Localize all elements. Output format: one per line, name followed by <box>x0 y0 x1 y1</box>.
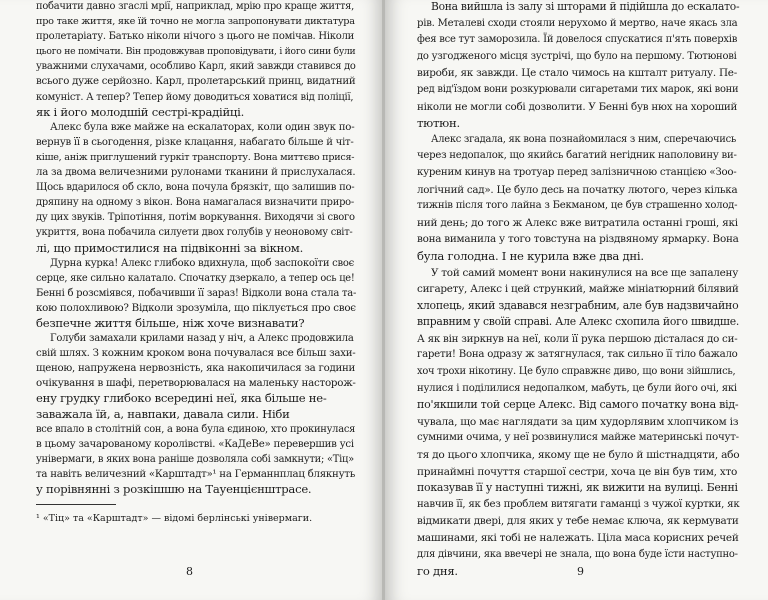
text-line: ний день; до того ж Алекс вже витратила останні гроші, які <box>417 216 738 229</box>
page-number-right: 9 <box>577 565 584 578</box>
text-line: та навіть величезний «Карштадт»¹ на Германнплац блякнуть <box>36 468 356 480</box>
text-line: чувала, що має наглядати за цим худорлявим хлопчиком із <box>417 415 739 428</box>
text-line: сигарету, Алекс і цей стрункий, майже мініатюрний білявий <box>417 283 739 296</box>
text-line: го дня. <box>417 564 458 579</box>
text-line: через недопалок, що якийсь багатий негідник наполовину ви- <box>417 150 737 162</box>
text-line: Щось вдарилося об скло, вона почула брязкіт, що залишив по- <box>36 182 355 194</box>
text-line: тютюн. <box>417 116 460 131</box>
text-line: Дурна курка! Алекс глибоко вдихнула, щоб заспокоїти своє <box>50 257 355 269</box>
text-line: уважними слухачами, особливо Карл, який завжди ставився до <box>36 61 356 73</box>
text-line: ену грудку глибоко всередині неї, яка більше не- <box>36 391 327 406</box>
left-page <box>0 0 383 600</box>
text-line: рів. Металеві сходи стояли нерухомо й мертво, наче якась зла <box>417 17 738 29</box>
text-line: тижнів після того лайна з Бекманом, це був страшенно холод- <box>417 200 738 212</box>
text-line: ред від'їздом вони розкурювали сигаретами тих марок, які вони <box>417 83 739 95</box>
text-line: заважала їй, а, навпаки, давала сили. Ніби <box>36 406 290 421</box>
text-line: вироби, як завжди. Це стало чимось на кшталт ритуалу. Пе- <box>417 67 737 80</box>
text-line: вправним у своїй справі. Але Алекс схопила його швидше. <box>417 315 740 329</box>
text-line: універмаги, в яких вона раніше дозволяла собі замкнути; «Тіц» <box>36 453 354 465</box>
text-line: по'якшили той серце Алекс. Від самого початку вона від- <box>417 398 739 412</box>
text-line: в цьому зачарованому королівстві. «КаДеВе» перевершив усі <box>36 438 354 450</box>
text-line: пролетаріату. Батько ніколи нічого з цього не помічав. Ніколи <box>36 31 355 43</box>
text-line: щеною, напружена нервозність, яка накопичилася за години <box>36 363 356 375</box>
text-line: ду цих звуків. Тріпотіння, потім воркування. Виходячи зі свого <box>36 212 355 224</box>
text-line: принаймні почуття старшої сестри, хоча це він був тим, хто <box>417 465 738 478</box>
text-line: тя до цього хлопчика, якому ще не було й шістнадцяти, або <box>417 449 740 462</box>
text-line: куреним кинув на тротуар перед залізничною станцією «Зоо- <box>417 166 737 178</box>
text-line: безпечне життя більше, ніж хоче визнавати? <box>36 315 305 330</box>
text-line: про таке життя, яке їй точно не могла запропонувати диктатура <box>36 16 355 28</box>
right-page-text <box>417 0 739 580</box>
text-line: ніколи не могли собі дозволити. У Бенні був нюх на хороший <box>417 100 738 113</box>
text-line: Голуби замахали крилами назад у ніч, а Алекс продовжила <box>50 333 354 345</box>
text-line: все впало в столітній сон, а вона була єдиною, хто прокинулася <box>36 423 356 435</box>
text-line: свій шлях. З кожним кроком вона почувалася все більш захи- <box>36 348 356 360</box>
text-line: логічний сад». Це було десь на початку лютого, через кілька <box>417 183 738 196</box>
text-line: гарети! Вона одразу ж затягнулася, так сильно її тіло бажало <box>417 349 738 361</box>
text-line: хлопець, який здавався незграбним, але був надзвичайно <box>417 298 739 312</box>
footnote-rule <box>36 504 116 505</box>
text-line: очікування в шафі, перетворювалася на маленьку насторож- <box>36 377 356 390</box>
footnote: ¹ «Тіц» та «Карштадт» — відомі берлінські універмаги. <box>36 513 313 524</box>
right-page <box>385 0 768 600</box>
text-line: А як він зиркнув на неї, коли її рука першою дісталася до си- <box>417 332 738 345</box>
text-line: кою полохливою? Відколи зрозуміла, що піклується про своє <box>36 301 356 314</box>
text-line: до узгодженого місця зустрічі, що було на першому. Тютюнові <box>417 50 737 62</box>
text-line: Алекс була вже майже на ескалаторах, коли один звук по- <box>50 121 355 133</box>
text-line: ла за двома величезними рулонами тканини й прислухалася. <box>36 167 356 179</box>
text-line: машинами, які тобі не належать. Ціла маса корисних речей <box>417 532 739 544</box>
text-line: дряпину на одному з вікон. Вона намагалася визначити приро- <box>36 197 354 209</box>
left-page-text <box>36 0 356 497</box>
text-line: Бенні б розсміявся, побачивши її зараз! Відколи вона стала та- <box>36 287 357 299</box>
text-line: У той самий момент вони накинулися на все ще запалену <box>431 266 739 279</box>
text-line: серце, яке сильно калатало. Спочатку дзеркало, а тепер ось це! <box>36 272 355 284</box>
text-line: сумними очима, у неї розвинулися майже материнські почут- <box>417 432 739 444</box>
text-line: Алекс згадала, як вона познайомилася з ним, сперечаючись <box>431 133 736 145</box>
text-line: вернув її в сьогодення, різке клацання, набагато більше й чіт- <box>36 136 354 148</box>
text-line: всього дуже серйозно. Карл, пролетарський принц, видатний <box>36 76 356 88</box>
text-line: Вона вийшла із залу зі шторами й підійшла до ескалато- <box>431 0 740 13</box>
text-line: укриття, вона побачила силуети двох голубів у неоновому світ- <box>36 227 353 239</box>
text-line: побачити давно згаслі мрії, наприклад, мрію про краще життя, <box>36 1 355 12</box>
text-line: фея все тут заморозила. Їй довелося спускатися п'ять поверхів <box>417 34 738 46</box>
text-line: навчив її, як без проблем витягати гаманці з чужої куртки, як <box>417 498 740 510</box>
text-line: лі, що примостилися на підвіконні за вікном. <box>36 240 304 255</box>
page-number-left: 8 <box>186 565 193 578</box>
text-line: вона виманила у того товстуна на різдвяному ярмарку. Вона <box>417 233 739 246</box>
text-line: як і його молодшій сестрі-крадійці. <box>36 104 245 119</box>
text-line: показував її у наступні тижні, як вижити на вулиці. Бенні <box>417 481 738 495</box>
text-line: була голодна. І не курила вже два дні. <box>417 248 644 263</box>
text-line: хоч трохи нікотину. Це було справжнє диво, що вони зійшлись, <box>417 366 736 378</box>
text-line: у порівнянні з розкішшю на Тауенцієнштрасе. <box>36 482 312 496</box>
text-line: кіше, аніж приглушений гуркіт транспорту. Вона миттєво прися- <box>36 151 355 163</box>
text-line: нулися і поділилися недопалком, мабуть, це були його очі, які <box>417 382 737 394</box>
text-line: комуніст. А тепер? Тепер йому доводиться ховатися від поліції, <box>36 91 354 103</box>
text-line: для дівчини, яка ввечері не знала, що вона буде їсти наступно- <box>417 548 738 560</box>
text-line: відмикати двері, для яких у тебе немає ключа, як кермувати <box>417 515 739 528</box>
text-line: цього не помічати. Він продовжував проповідувати, і його сини були <box>36 46 356 58</box>
